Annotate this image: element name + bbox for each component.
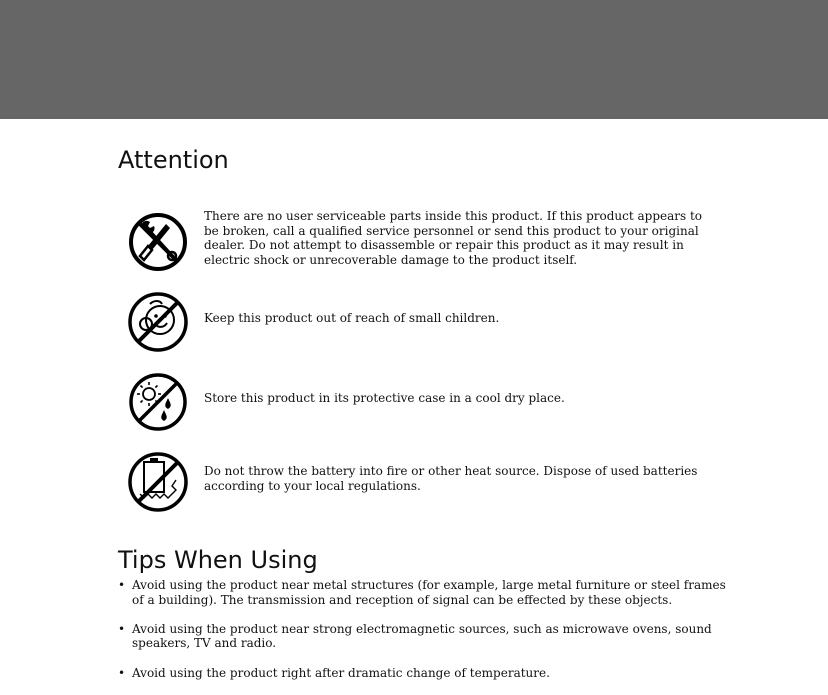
notice-text: Do not throw the battery into fire or other heat source. Dispose of used batteries according to your local regulations. xyxy=(204,464,698,493)
no-battery-fire-icon xyxy=(126,450,190,514)
tip-text: Avoid using the product near metal structures (for example, large metal furniture or steel frames of a building). The transmission and reception of signal can be effected by these objects. xyxy=(132,578,726,607)
no-children-icon xyxy=(126,290,190,354)
bullet: • xyxy=(118,665,126,680)
no-tools-icon xyxy=(126,210,190,274)
bullet: • xyxy=(118,621,126,636)
no-heat-water-icon xyxy=(126,370,190,434)
tips-list xyxy=(118,578,730,695)
tip-text: Avoid using the product right after dramatic change of temperature. xyxy=(132,665,550,680)
notice-text: Keep this product out of reach of small children. xyxy=(204,311,500,325)
notice-text: There are no user serviceable parts inside this product. If this product appears to be broken, call a qualified service personnel or send this product to your original dealer. Do not attempt to disassemble or repair this product as it may result in electric shock or unrecoverable damage to the product itself. xyxy=(204,209,703,267)
header-band xyxy=(0,0,828,119)
notice-text: Store this product in its protective case in a cool dry place. xyxy=(204,391,565,405)
list-item xyxy=(118,578,730,607)
tip-text: Avoid using the product near strong electromagnetic sources, such as microwave ovens, sound speakers, TV and radio. xyxy=(132,621,712,651)
attention-heading: Attention xyxy=(118,146,229,174)
list-item xyxy=(118,666,730,681)
bullet: • xyxy=(118,578,126,592)
tips-heading: Tips When Using xyxy=(118,546,318,574)
list-item xyxy=(118,622,730,651)
